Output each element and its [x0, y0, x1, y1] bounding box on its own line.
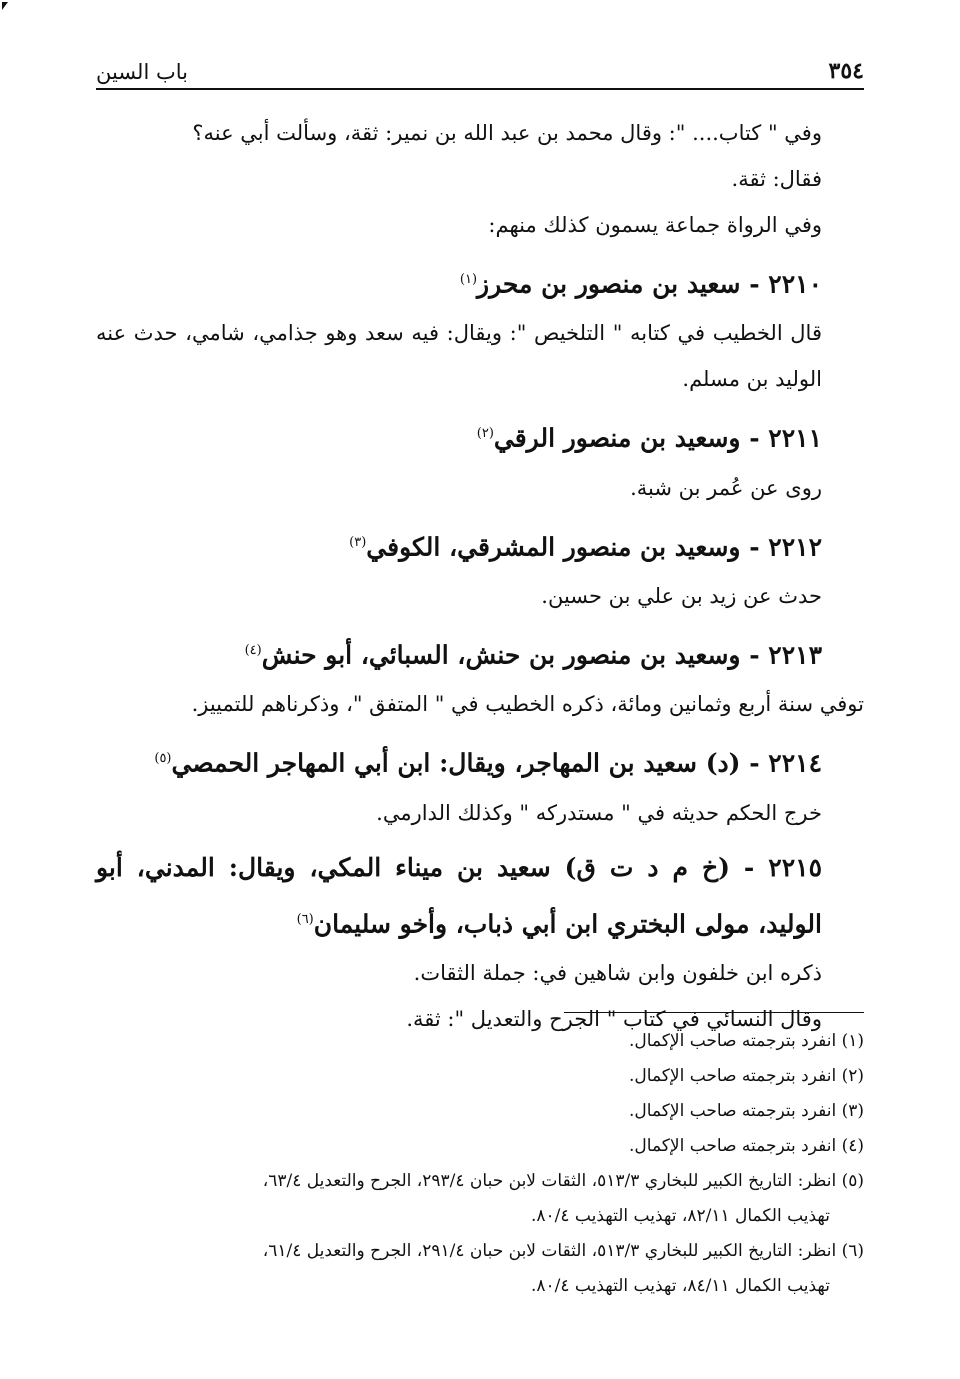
- footnote: (١) انفرد بترجمته صاحب الإكمال.: [629, 1031, 864, 1051]
- footnote: (٣) انفرد بترجمته صاحب الإكمال.: [629, 1101, 864, 1121]
- entry-heading: ٢٢١٣ - وسعيد بن منصور بن حنش، السبائي، أبو حنش$^{(٤)}$: [244, 640, 822, 670]
- footnotes: [96, 1024, 864, 1304]
- entry-text: ذكره ابن خلفون وابن شاهين في: جملة الثقات.: [413, 960, 822, 985]
- footnote: (٢) انفرد بترجمته صاحب الإكمال.: [629, 1066, 864, 1086]
- entry-text: توفي سنة أربع وثمانين ومائة، ذكره الخطيب في " المتفق "، وذكرناهم للتمييز.: [191, 692, 864, 717]
- entry-heading: ٢٢١١ - وسعيد بن منصور الرقي$^{(٢)}$: [476, 423, 822, 453]
- entry-text: خرج الحكم حديثه في " مستدركه " وكذلك الدارمي.: [376, 800, 822, 825]
- intro-line: وفي الرواة جماعة يسمون كذلك منهم:: [488, 213, 822, 237]
- footnote: (٤) انفرد بترجمته صاحب الإكمال.: [629, 1136, 864, 1156]
- intro-line: وفي " كتاب.... ": وقال محمد بن عبد الله بن نمير: ثقة، وسألت أبي عنه؟: [192, 121, 822, 145]
- footnote-marker: (٤): [244, 642, 262, 658]
- entry-text: قال الخطيب في كتابه " التلخيص ": ويقال: فيه سعد وهو جذامي، شامي، حدث عنه الوليد بن مسلم.: [96, 321, 822, 392]
- intro-line: فقال: ثقة.: [731, 167, 822, 191]
- footnote-marker: (١): [459, 272, 478, 287]
- chapter-title: باب السين: [96, 60, 188, 84]
- footnote-marker: (٣): [349, 534, 367, 550]
- page-body: [96, 110, 864, 1042]
- entry-heading: ٢٢١٤ - (د) سعيد بن المهاجر، ويقال: ابن أبي المهاجر الحمصي$^{(٥)}$: [154, 748, 822, 778]
- footnote-marker: (٥): [154, 751, 172, 767]
- footnote: (٦) انظر: التاريخ الكبير للبخاري ٥١٣/٣، الثقات لابن حبان ٢٩١/٤، الجرح والتعديل ٦١/٤، تهذيب الكمال ٨٤/١١، تهذيب التهذيب ٨٠/٤.: [262, 1241, 864, 1296]
- entry-text: روى عن عُمر بن شبة.: [630, 475, 822, 500]
- entry-heading: ٢٢١٠ - سعيد بن منصور بن محرز$^{(١)}$: [459, 269, 822, 299]
- footnote-marker: (٦): [296, 911, 314, 927]
- entry-heading: ٢٢١٥ - (خ م د ت ق) سعيد بن ميناء المكي، ويقال: المدني، أبو الوليد، مولى البختري ابن أبي ذباب، وأخو سليمان$^{(٦)}$: [96, 852, 822, 938]
- entry-text: وقال النسائي في كتاب " الجرح والتعديل ": ثقة.: [406, 1006, 822, 1031]
- entry-heading: ٢٢١٢ - وسعيد بن منصور المشرقي، الكوفي$^{(٣)}$: [349, 531, 822, 561]
- page-number: ٣٥٤: [828, 58, 864, 84]
- corner-mark: [2, 2, 8, 10]
- footnote-separator: [564, 1012, 864, 1013]
- page-header: [96, 52, 864, 90]
- entry-text: حدث عن زيد بن علي بن حسين.: [541, 583, 822, 608]
- footnote-marker: (٢): [476, 426, 494, 442]
- footnote: (٥) انظر: التاريخ الكبير للبخاري ٥١٣/٣، الثقات لابن حبان ٢٩٣/٤، الجرح والتعديل ٦٣/٤، تهذيب الكمال ٨٢/١١، تهذيب التهذيب ٨٠/٤.: [262, 1171, 864, 1226]
